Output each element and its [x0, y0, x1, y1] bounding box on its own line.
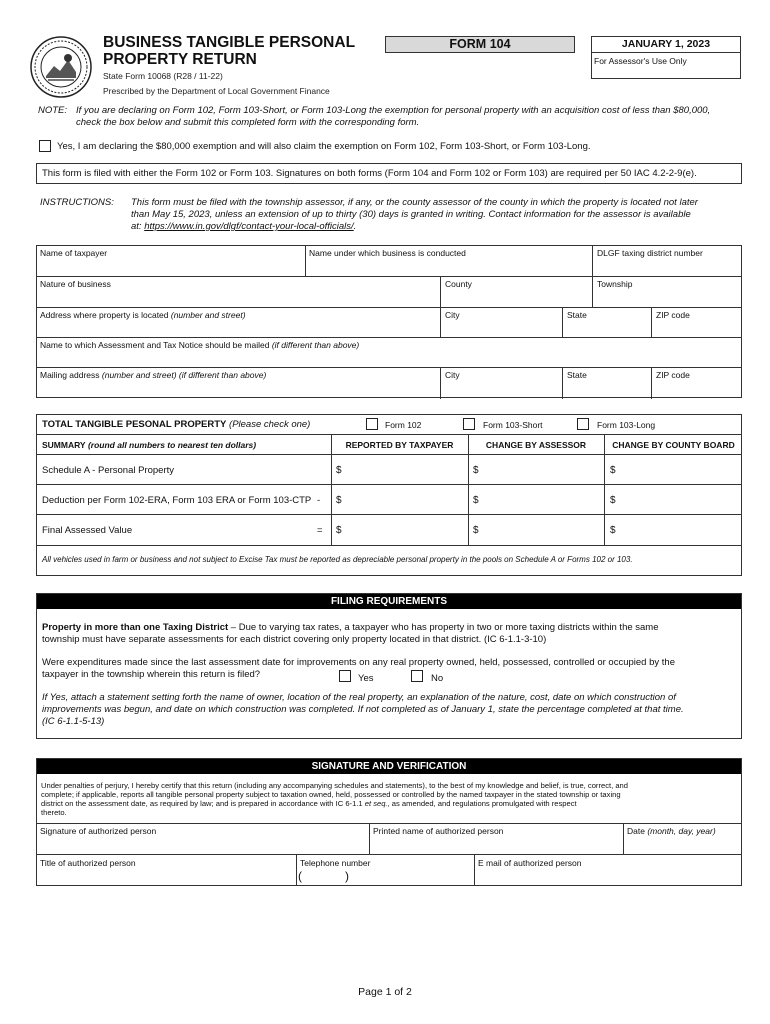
- form-number-box: FORM 104: [385, 36, 575, 53]
- table-row: [37, 455, 741, 485]
- board-deduction-value[interactable]: $: [610, 495, 616, 506]
- table-row: [37, 368, 741, 399]
- telephone-field[interactable]: Telephone number: [300, 858, 371, 868]
- assessor-schedule-a-value[interactable]: $: [473, 465, 479, 476]
- note-text: If you are declaring on Form 102, Form 103-Short, or Form 103-Long the exemption for personal property with an acquisition cost of less than $80,000, check the box below and submit this completed form with the corresponding form.: [76, 105, 711, 128]
- signature-date-field[interactable]: Date (month, day, year): [627, 826, 716, 836]
- board-schedule-a-value[interactable]: $: [610, 465, 616, 476]
- taxpayer-deduction-value[interactable]: $: [336, 495, 342, 506]
- state-form-number: State Form 10068 (R28 / 11-22): [103, 71, 223, 81]
- taxpayer-info-table: [36, 245, 742, 398]
- signature-field[interactable]: Signature of authorized person: [40, 826, 157, 836]
- assessor-date-box: [591, 36, 741, 79]
- nature-of-business-field[interactable]: Nature of business: [40, 279, 111, 289]
- page-number: Page 1 of 2: [358, 986, 412, 998]
- business-name-field[interactable]: Name under which business is conducted: [309, 248, 466, 258]
- phone-area-close: ): [345, 869, 349, 883]
- instructions-text: This form must be filed with the township assessor, if any, or the county assessor of the county in which the property is located not later than May 15, 2023, unless an extension of up to thirty (30) days is granted in writing. Contact information for the assessor is available at: https://www.in.gov/dlgf/contact-your-local-officials/.: [131, 197, 698, 232]
- vehicles-note: All vehicles used in farm or business and not subject to Excise Tax must be reported as depreciable personal property in the pools on Schedule A or Forms 102 or 103.: [42, 555, 633, 564]
- table-row: [37, 338, 741, 368]
- assessor-deduction-value[interactable]: $: [473, 495, 479, 506]
- improvements-yes-checkbox[interactable]: [339, 670, 351, 682]
- name-of-taxpayer-field[interactable]: Name of taxpayer: [40, 248, 108, 258]
- final-assessed-label: Final Assessed Value: [42, 525, 133, 536]
- signature-header: SIGNATURE AND VERIFICATION: [37, 759, 741, 774]
- mailing-zip-field[interactable]: ZIP code: [656, 370, 690, 380]
- prescribed-by: Prescribed by the Department of Local Government Finance: [103, 86, 330, 96]
- taxpayer-final-value[interactable]: $: [336, 525, 342, 536]
- board-final-value[interactable]: $: [610, 525, 616, 536]
- multiple-district-paragraph: Property in more than one Taxing District – Due to varying tax rates, a taxpayer who has property in two or more taxing districts within the same township must have separate assessments for each district covering only property located in that district. (IC 6-1.1-3-10): [42, 622, 659, 645]
- taxpayer-schedule-a-value[interactable]: $: [336, 465, 342, 476]
- form-102-label: Form 102: [385, 420, 422, 430]
- table-row: [37, 246, 741, 277]
- mailing-city-field[interactable]: City: [445, 370, 460, 380]
- deduction-operator: -: [317, 495, 321, 506]
- deduction-label: Deduction per Form 102-ERA, Form 103 ERA or Form 103-CTP: [42, 495, 312, 506]
- summary-table: [36, 414, 742, 576]
- reported-by-taxpayer-header: REPORTED BY TAXPAYER: [345, 440, 454, 450]
- summary-column-header: SUMMARY (round all numbers to nearest ten dollars): [42, 440, 257, 450]
- table-row: [37, 515, 741, 546]
- printed-name-field[interactable]: Printed name of authorized person: [373, 826, 504, 836]
- property-address-field[interactable]: Address where property is located (number and street): [40, 310, 246, 320]
- city-field[interactable]: City: [445, 310, 460, 320]
- form-103-short-checkbox[interactable]: [463, 418, 475, 430]
- exemption-checkbox-label: Yes, I am declaring the $80,000 exemption and will also claim the exemption on Form 102, Form 103-Short, or Form 103-Long.: [57, 141, 591, 152]
- form-103-short-label: Form 103-Short: [483, 420, 543, 430]
- state-seal-logo: [30, 36, 92, 98]
- phone-area-open: (: [298, 869, 302, 883]
- table-row: [37, 308, 741, 338]
- assessor-final-value[interactable]: $: [473, 525, 479, 536]
- filed-with-notice: This form is filed with either the Form 102 or Form 103. Signatures on both forms (Form 104 and Form 102 or Form 103) are required per 50 IAC 4.2-2-9(e).: [36, 163, 742, 184]
- title-field[interactable]: Title of authorized person: [40, 858, 136, 868]
- summary-header-row: [37, 435, 741, 455]
- table-row: [37, 855, 741, 886]
- state-field[interactable]: State: [567, 310, 587, 320]
- final-assessed-operator: =: [317, 525, 323, 536]
- assessor-contact-link[interactable]: https://www.in.gov/dlgf/contact-your-local-officials/: [144, 221, 354, 232]
- note-prefix: NOTE:: [38, 105, 68, 116]
- table-row: [37, 277, 741, 308]
- filing-requirements-section: [36, 593, 742, 739]
- table-row: [37, 485, 741, 515]
- form-102-checkbox[interactable]: [366, 418, 378, 430]
- table-row: [37, 823, 741, 855]
- zip-field[interactable]: ZIP code: [656, 310, 690, 320]
- attach-statement-paragraph: If Yes, attach a statement setting forth the name of owner, location of the real property, an explanation of the nature, cost, date on which construction of improvements was begun, and date on which construction was completed. If not completed as of January 1, state the percentage completed at that time. (IC 6-1.1-5-13): [42, 692, 684, 727]
- mailing-address-field[interactable]: Mailing address (number and street) (if different than above): [40, 370, 267, 380]
- total-property-row: TOTAL TANGIBLE PESONAL PROPERTY (Please check one) Form 102 Form 103-Short Form 103-Long: [37, 415, 741, 435]
- email-field[interactable]: E mail of authorized person: [478, 858, 582, 868]
- assessment-date: JANUARY 1, 2023: [592, 37, 740, 53]
- mail-to-name-field[interactable]: Name to which Assessment and Tax Notice should be mailed (if different than above): [40, 340, 360, 350]
- improvements-no-label: No: [431, 673, 444, 684]
- mailing-state-field[interactable]: State: [567, 370, 587, 380]
- assessor-use-label: For Assessor's Use Only: [594, 56, 687, 66]
- change-by-assessor-header: CHANGE BY ASSESSOR: [485, 440, 587, 450]
- signature-section: [36, 758, 742, 886]
- exemption-checkbox[interactable]: [39, 140, 51, 152]
- expenditures-question: Were expenditures made since the last assessment date for improvements on any real property owned, held, possessed, controlled or occupied by the taxpayer in the township wherein this return is filed?: [42, 657, 675, 680]
- instructions-label: INSTRUCTIONS:: [40, 197, 114, 208]
- filing-requirements-header: FILING REQUIREMENTS: [37, 594, 741, 609]
- improvements-yes-label: Yes: [358, 673, 374, 684]
- perjury-statement: Under penalties of perjury, I hereby certify that this return (including any accompanying schedules and statements), to the best of my knowledge and belief, is true, correct, and complete; if applicable, reports all tangible personal property subject to taxation owned, held, possessed or controlled by the named taxpayer in the stated township or taxing district on the assessment date, as required by law; and is prepared in accordance with IC 6-1.1 et seq., as amended, and regulations promulgated with respect thereto.: [41, 781, 628, 817]
- form-103-long-checkbox[interactable]: [577, 418, 589, 430]
- improvements-no-checkbox[interactable]: [411, 670, 423, 682]
- dlgf-district-field[interactable]: DLGF taxing district number: [597, 248, 703, 258]
- change-by-county-board-header: CHANGE BY COUNTY BOARD: [612, 440, 735, 450]
- form-103-long-label: Form 103-Long: [597, 420, 656, 430]
- county-field[interactable]: County: [445, 279, 472, 289]
- form-title: BUSINESS TANGIBLE PERSONAL PROPERTY RETURN: [103, 34, 356, 68]
- schedule-a-label: Schedule A - Personal Property: [42, 465, 175, 476]
- township-field[interactable]: Township: [597, 279, 633, 289]
